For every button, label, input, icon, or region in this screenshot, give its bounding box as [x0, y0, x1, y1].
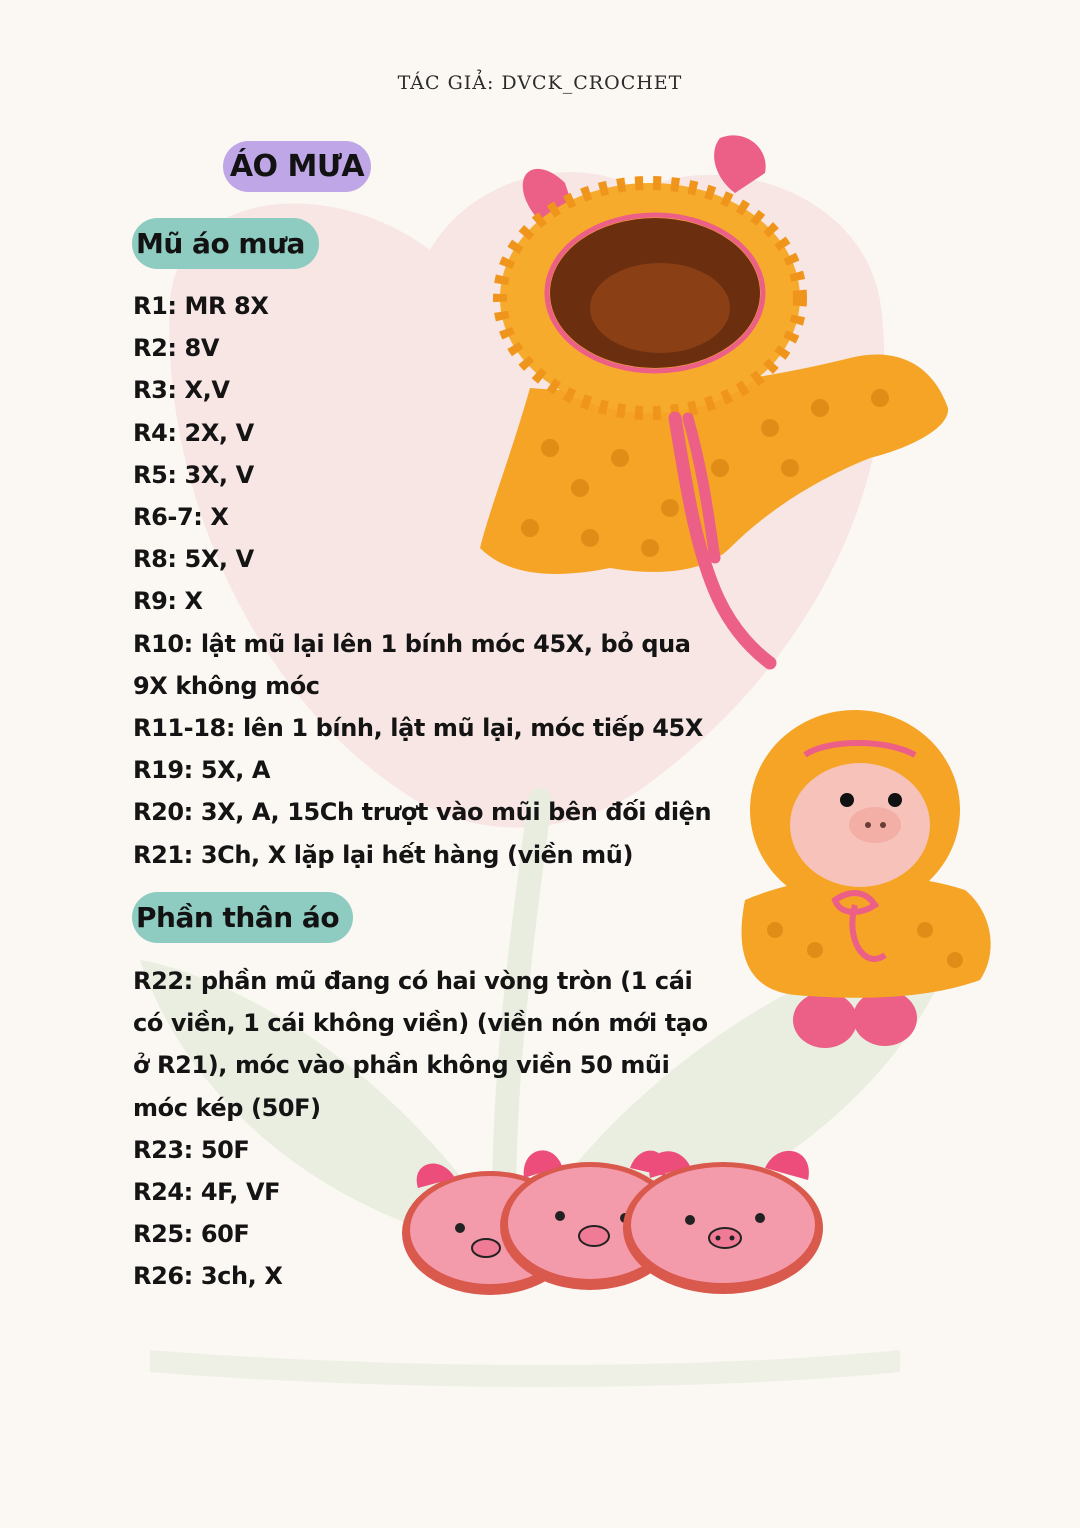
pattern-row: R5: 3X, V — [133, 460, 254, 489]
pattern-row: R23: 50F — [133, 1135, 250, 1164]
section-heading-hat: Mũ áo mưa — [132, 218, 319, 269]
author-credit: TÁC GIẢ: DVCK_CROCHET — [397, 72, 683, 94]
section-heading-body: Phần thân áo — [132, 892, 353, 943]
pattern-row: R9: X — [133, 587, 203, 616]
pattern-row: R20: 3X, A, 15Ch trượt vào mũi bên đối diện — [133, 798, 712, 827]
crochet-raincoat-hood-photo — [470, 128, 960, 673]
pattern-row: R3: X,V — [133, 376, 230, 405]
pattern-row: ở R21), móc vào phần không viền 50 mũi — [133, 1051, 670, 1080]
pattern-row: R22: phần mũ đang có hai vòng tròn (1 cái — [133, 967, 693, 995]
pattern-row: R1: MR 8X — [133, 292, 269, 320]
pattern-row: móc kép (50F) — [133, 1093, 321, 1122]
pattern-row: R11-18: lên 1 bính, lật mũ lại, móc tiếp 45X — [133, 714, 703, 743]
pattern-row: R2: 8V — [133, 334, 220, 363]
pattern-row: R4: 2X, V — [133, 418, 254, 447]
pattern-row: có viền, 1 cái không viền) (viền nón mới tạo — [133, 1009, 708, 1038]
pattern-row: R24: 4F, VF — [133, 1178, 281, 1207]
pattern-row: 9X không móc — [133, 671, 320, 700]
pattern-row: R21: 3Ch, X lặp lại hết hàng (viền mũ) — [133, 840, 634, 869]
pig-face-cookies-illustration — [400, 1140, 835, 1300]
pattern-row: R19: 5X, A — [133, 756, 271, 785]
pattern-row: R26: 3ch, X — [133, 1262, 283, 1291]
pattern-row: R8: 5X, V — [133, 545, 254, 574]
pattern-row: R10: lật mũ lại lên 1 bính móc 45X, bỏ qua — [133, 629, 691, 658]
page-title: ÁO MƯA — [223, 141, 371, 192]
crochet-pig-doll-photo — [725, 700, 1000, 1050]
pattern-row: R25: 60F — [133, 1220, 250, 1249]
pattern-row: R6-7: X — [133, 503, 229, 532]
